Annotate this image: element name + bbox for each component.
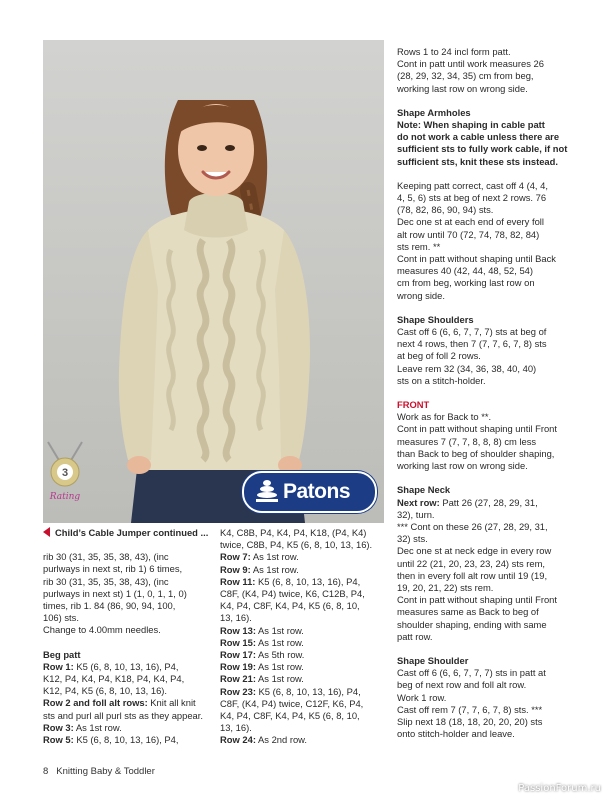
- knitting-needles-icon: [40, 440, 90, 492]
- brand-logo: [242, 471, 377, 513]
- text-line: 106) sts.: [43, 612, 79, 624]
- text-line: Cast off 6 (6, 6, 7, 7, 7) sts at beg of: [397, 326, 547, 338]
- text-line: measures 7 (7, 7, 8, 8, 8) cm less: [397, 435, 537, 447]
- text-line: Cast off 6 (6, 6, 7, 7, 7) sts in patt at: [397, 667, 546, 679]
- sheep-logo-icon: [253, 478, 281, 504]
- text-line: than Back to beg of shoulder shaping,: [397, 447, 555, 459]
- svg-text:3: 3: [61, 467, 69, 479]
- rating-label: Rating: [49, 492, 81, 502]
- sweater-photo: [43, 40, 384, 523]
- text-line: until 22 (21, 20, 23, 23, 24) sts rem,: [397, 557, 545, 569]
- text-line: at beg of foll 2 rows.: [397, 350, 481, 362]
- text-line: patt row.: [397, 630, 433, 642]
- text-line: 32), turn.: [397, 508, 435, 520]
- text-line: K4, C8B, P4, K4, P4, K18, (P4, K4): [220, 527, 367, 538]
- text-line: *** Cont on these 26 (27, 28, 29, 31,: [397, 520, 548, 532]
- text-line: rib 30 (31, 35, 35, 38, 43), (inc: [43, 551, 169, 563]
- row-instruction: Row 19: As 1st row.: [220, 661, 304, 673]
- page-footer: [43, 766, 155, 777]
- row-instruction: Row 5: K5 (6, 8, 10, 13, 16), P4,: [43, 734, 179, 746]
- row-instruction: Row 11: K5 (6, 8, 10, 13, 16), P4,: [220, 575, 361, 587]
- brand-logo-text: Patons: [283, 480, 351, 503]
- text-line: purlways in next st, rib 1) 6 times,: [43, 563, 183, 575]
- row-instruction: Row 7: As 1st row.: [220, 551, 299, 563]
- row-instruction: Row 17: As 5th row.: [220, 649, 305, 661]
- text-line: K12, P4, K4, P4, K18, P4, K4, P4,: [43, 673, 185, 685]
- child-illustration: [43, 40, 384, 523]
- text-line: sts on a stitch-holder.: [397, 374, 486, 386]
- text-line: twice, C8B, P4, K5 (6, 8, 10, 13, 16).: [220, 539, 373, 551]
- text-line: onto stitch-holder and leave.: [397, 728, 515, 740]
- note-line: sufficient sts, knit these sts instead.: [397, 155, 558, 167]
- section-title: Shape Shoulders: [397, 313, 474, 325]
- text-line: Work as for Back to **.: [397, 411, 492, 423]
- note-line: sufficient sts to fully work cable, if not: [397, 143, 568, 155]
- text-line: 19, 20, 21, 22) sts rem.: [397, 581, 494, 593]
- section-title: Shape Shoulder: [397, 654, 469, 666]
- text-line: next 4 rows, then 7 (7, 7, 6, 7, 8) sts: [397, 338, 547, 350]
- text-line: rib 30 (31, 35, 35, 38, 43), (inc: [43, 575, 169, 587]
- section-heading-front: FRONT: [397, 399, 430, 411]
- text-line: Work 1 row.: [397, 691, 447, 703]
- text-line: wrong side.: [397, 289, 445, 301]
- text-line: times, rib 1. 84 (86, 90, 94, 100,: [43, 600, 176, 612]
- row-instruction: Row 23: K5 (6, 8, 10, 13, 16), P4,: [220, 685, 361, 697]
- note-line: do not work a cable unless there are: [397, 131, 560, 143]
- text-line: shoulder shaping, ending with same: [397, 618, 547, 630]
- text-line: Rows 1 to 24 incl form patt.: [397, 46, 511, 57]
- column-3: [397, 46, 572, 740]
- text-line: sts and purl all purl sts as they appear.: [43, 709, 203, 721]
- column-2: [220, 527, 392, 747]
- column-1: [43, 527, 215, 746]
- row-instruction: Row 21: As 1st row.: [220, 673, 304, 685]
- continued-heading: Child’s Cable Jumper continued ...: [43, 527, 215, 539]
- text-line: K12, P4, K5 (6, 8, 10, 13, 16).: [43, 685, 168, 697]
- text-line: Keeping patt correct, cast off 4 (4, 4,: [397, 179, 548, 191]
- text-line: working last row on wrong side.: [397, 460, 528, 472]
- publication-title: Knitting Baby & Toddler: [56, 766, 155, 777]
- text-line: then in every foll alt row until 19 (19,: [397, 569, 548, 581]
- section-title: Shape Neck: [397, 484, 451, 496]
- text-line: Cont in patt without shaping until Front: [397, 423, 557, 435]
- text-line: beg of next row and foll alt row.: [397, 679, 527, 691]
- text-line: Dec one st at each end of every foll: [397, 216, 544, 228]
- section-title: Shape Armholes: [397, 106, 471, 118]
- text-line: 4, 5, 6) sts at beg of next 2 rows. 76: [397, 192, 547, 204]
- text-line: Dec one st at neck edge in every row: [397, 545, 552, 557]
- text-line: working last row on wrong side.: [397, 82, 528, 94]
- text-line: Cont in patt without shaping until Back: [397, 253, 556, 265]
- row-instruction: Row 1: K5 (6, 8, 10, 13, 16), P4,: [43, 660, 179, 672]
- page-number: 8: [43, 766, 49, 777]
- text-line: C8F, (K4, P4) twice, C12F, K6, P4,: [220, 697, 364, 709]
- row-instruction: Next row: Patt 26 (27, 28, 29, 31,: [397, 496, 538, 508]
- row-instruction: Row 9: As 1st row.: [220, 563, 299, 575]
- triangle-arrow-icon: [43, 527, 50, 537]
- text-line: (78, 82, 86, 90, 94) sts.: [397, 204, 494, 216]
- text-line: Slip next 18 (18, 18, 20, 20, 20) sts: [397, 715, 543, 727]
- text-line: Cont in patt until work measures 26: [397, 58, 544, 70]
- section-title: Beg patt: [43, 648, 81, 660]
- text-line: cm from beg, working last row on: [397, 277, 535, 289]
- text-line: 13, 16).: [220, 722, 252, 734]
- row-instruction: Row 3: As 1st row.: [43, 721, 122, 733]
- text-line: alt row until 70 (72, 74, 78, 82, 84): [397, 228, 540, 240]
- row-instruction: Row 24: As 2nd row.: [220, 734, 308, 746]
- watermark: PassionForum.ru: [518, 783, 601, 794]
- text-line: Change to 4.00mm needles.: [43, 624, 161, 636]
- text-line: (28, 29, 32, 34, 35) cm from beg,: [397, 70, 534, 82]
- text-line: 32) sts.: [397, 533, 428, 545]
- text-line: sts rem. **: [397, 240, 441, 252]
- note-line: Note: When shaping in cable patt: [397, 119, 545, 131]
- text-line: measures same as Back to beg of: [397, 606, 539, 618]
- text-line: Cast off rem 7 (7, 7, 6, 7, 8) sts. ***: [397, 703, 543, 715]
- rating-badge: [40, 440, 90, 505]
- text-line: 13, 16).: [220, 612, 252, 624]
- text-line: Leave rem 32 (34, 36, 38, 40, 40): [397, 362, 537, 374]
- row-instruction: Row 2 and foll alt rows: Knit all knit: [43, 697, 196, 709]
- text-line: C8F, (K4, P4) twice, K6, C12B, P4,: [220, 588, 365, 600]
- text-line: K4, P4, C8F, K4, P4, K5 (6, 8, 10,: [220, 600, 360, 612]
- text-line: measures 40 (42, 44, 48, 52, 54): [397, 265, 534, 277]
- row-instruction: Row 13: As 1st row.: [220, 624, 304, 636]
- text-line: Cont in patt without shaping until Front: [397, 594, 557, 606]
- row-instruction: Row 15: As 1st row.: [220, 636, 304, 648]
- text-line: K4, P4, C8F, K4, P4, K5 (6, 8, 10,: [220, 710, 360, 722]
- text-line: purlways in next st) 1 (1, 0, 1, 1, 0): [43, 587, 187, 599]
